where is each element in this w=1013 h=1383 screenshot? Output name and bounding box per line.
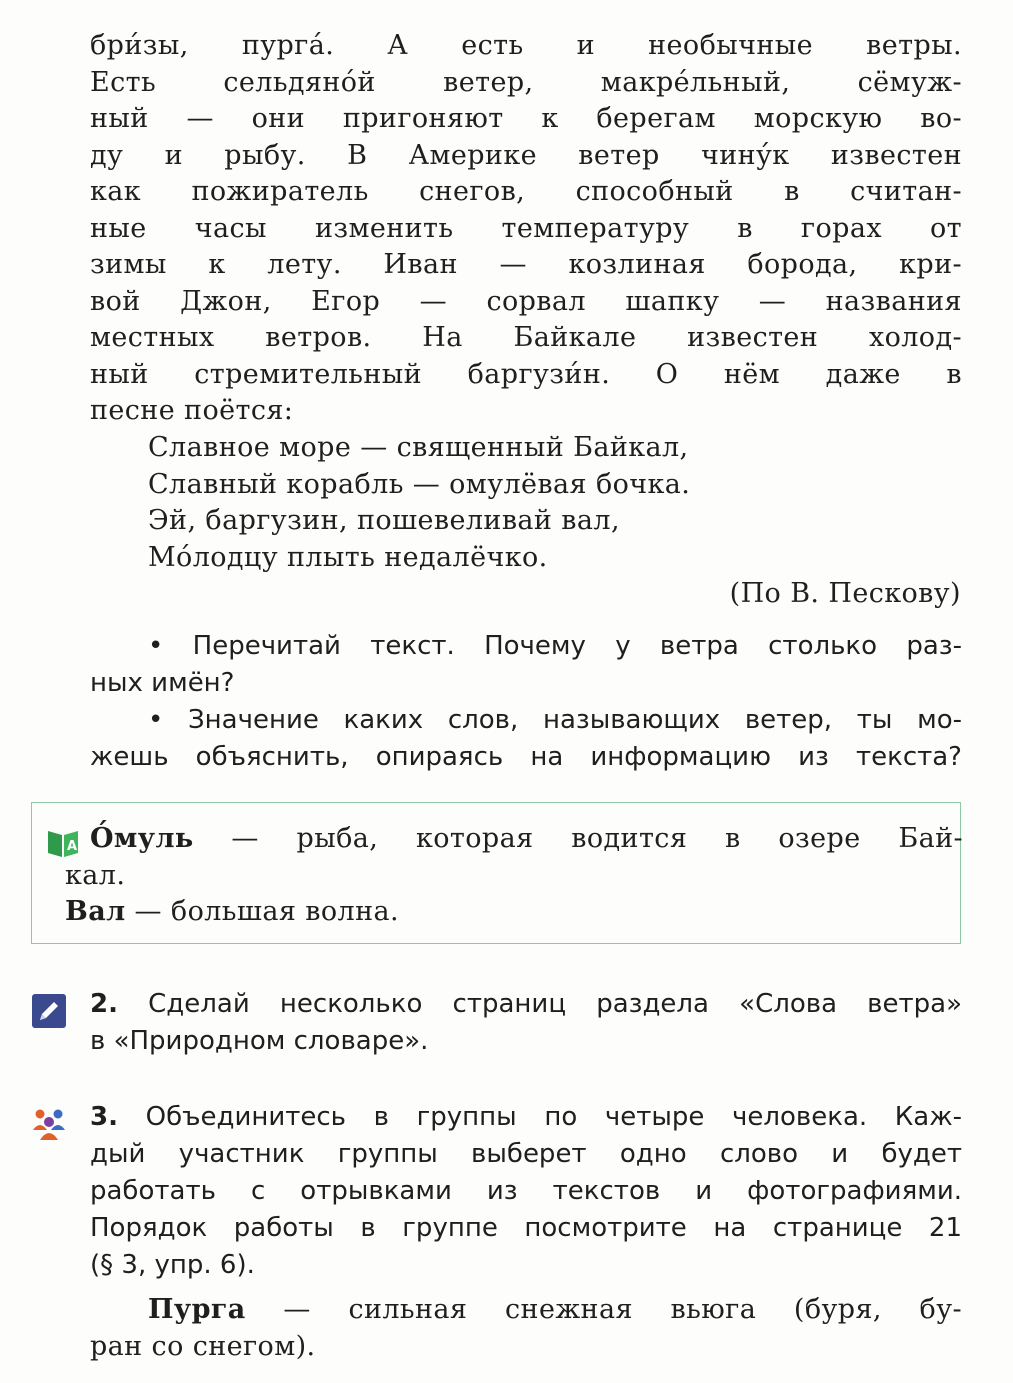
text-line: ный стремительный баргузи́н. О нём даже в xyxy=(90,358,962,390)
question-line: • Перечитай текст. Почему у ветра столько раз- xyxy=(148,631,962,661)
question-line: ных имён? xyxy=(90,668,235,698)
glossary-definition: — рыба, которая водится в озере Бай- xyxy=(193,823,963,854)
text-line: как пожиратель снегов, способный в считан- xyxy=(90,176,962,207)
text-line: песне поётся: xyxy=(90,395,294,426)
glossary-text xyxy=(65,821,963,931)
definition-line: ран со снегом). xyxy=(90,1331,316,1362)
text-line: местных ветров. На Байкале известен холод- xyxy=(90,322,962,353)
text-line: Есть сельдяно́й ветер, макре́льный, сёмуж- xyxy=(90,66,962,98)
text-line: вой Джон, Егор — сорвал шапку — названия xyxy=(90,285,962,317)
question-line: жешь объяснить, опираясь на информацию из текста? xyxy=(90,742,962,772)
poem-line: Славное море — священный Байкал, xyxy=(148,432,689,463)
glossary-term: О́муль xyxy=(90,823,194,854)
text-line: зимы к лету. Иван — козлиная борода, кри- xyxy=(90,249,962,280)
pencil-icon xyxy=(32,994,66,1028)
task-number: 3. xyxy=(90,1102,118,1132)
task-line xyxy=(90,986,962,1023)
task-number: 2. xyxy=(90,989,118,1019)
task-line xyxy=(90,1099,962,1136)
text-line: ду и рыбу. В Америке ветер чину́к известен xyxy=(90,139,962,171)
task-line: дый участник группы выберет одно слово и будет xyxy=(90,1139,962,1169)
task-2 xyxy=(90,986,962,1060)
task-text: Объединитесь в группы по четыре человека. Каж- xyxy=(117,1102,962,1132)
poem xyxy=(148,430,690,576)
task-line: в «Природном словаре». xyxy=(90,1026,429,1056)
poem-line: Славный корабль — омулёвая бочка. xyxy=(148,468,691,500)
glossary-box xyxy=(31,802,961,944)
task-line: (§ 3, упр. 6). xyxy=(90,1250,255,1280)
group-people-icon xyxy=(31,1106,67,1142)
main-text xyxy=(90,28,962,430)
svg-text:A: A xyxy=(67,839,78,854)
glossary-entry xyxy=(65,894,963,931)
pурга-definition xyxy=(90,1292,962,1366)
source-attribution: (По В. Пескову) xyxy=(729,578,961,609)
glossary-term: Вал xyxy=(65,896,126,927)
question-line: • Значение каких слов, называющих ветер, ты мо- xyxy=(148,705,962,735)
glossary-entry xyxy=(90,821,963,858)
questions xyxy=(90,628,962,776)
task-3 xyxy=(90,1099,962,1284)
poem-line: Эй, баргузин, пошевеливай вал, xyxy=(148,505,620,536)
task-text: Сделай несколько страниц раздела «Слова ветра» xyxy=(117,989,962,1019)
glossary-definition: — большая волна. xyxy=(125,896,399,927)
text-line: ные часы изменить температуру в горах от xyxy=(90,212,962,244)
task-line: работать с отрывками из текстов и фотографиями. xyxy=(90,1176,962,1206)
text-line: бри́зы, пурга́. А есть и необычные ветры. xyxy=(90,30,962,61)
definition-text: — сильная снежная вьюга (буря, бу- xyxy=(245,1294,962,1325)
poem-line: Мо́лодцу плыть недалёчко. xyxy=(148,541,548,573)
glossary-definition-cont: кал. xyxy=(65,859,126,891)
definition-term: Пурга xyxy=(148,1294,246,1325)
task-line: Порядок работы в группе посмотрите на странице 21 xyxy=(90,1213,962,1243)
open-book-icon xyxy=(46,825,80,859)
text-line: ный — они пригоняют к берегам морскую во- xyxy=(90,103,962,134)
definition-line xyxy=(90,1292,962,1329)
